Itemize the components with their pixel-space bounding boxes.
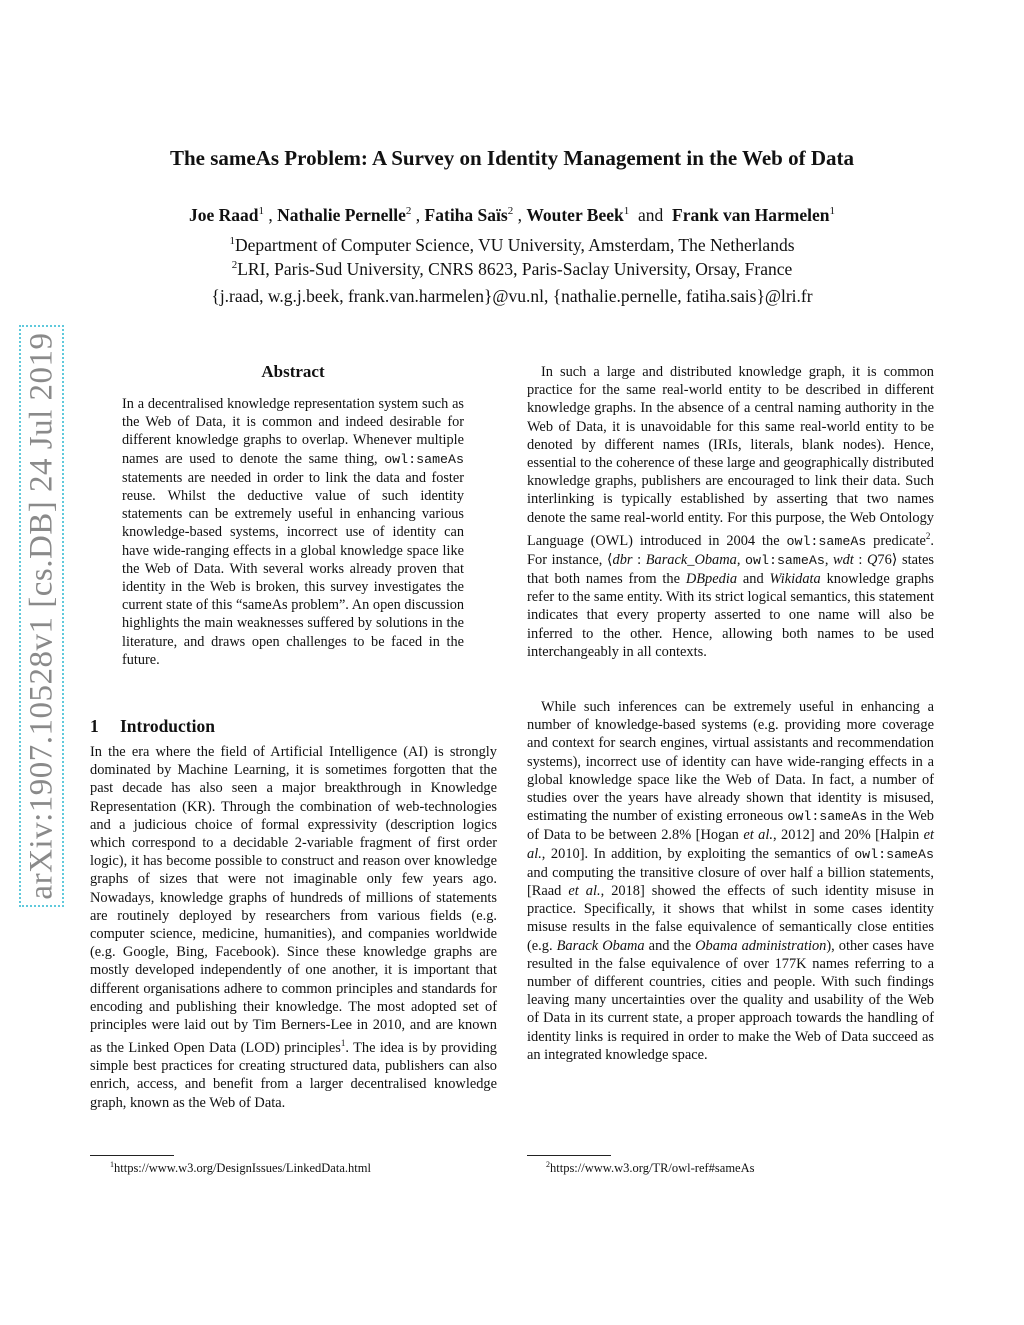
inline-code: owl:sameAs bbox=[384, 451, 464, 467]
author-name: Frank van Harmelen bbox=[672, 205, 830, 225]
footnote-url: https://www.w3.org/DesignIssues/LinkedData.html bbox=[114, 1161, 371, 1176]
emphasis: Barack Obama bbox=[556, 937, 645, 954]
math-term: wdt bbox=[833, 551, 854, 568]
text-run: , 2012] and 20% [Halpin bbox=[772, 827, 924, 844]
section-title: Introduction bbox=[120, 716, 215, 736]
intro-paragraph-2 bbox=[527, 363, 934, 661]
arxiv-stamp bbox=[19, 325, 64, 907]
intro-paragraph-1 bbox=[90, 743, 497, 1112]
footnote-mark: 1 bbox=[110, 1160, 114, 1169]
footnote-mark: 2 bbox=[925, 530, 931, 541]
author-name: Nathalie Pernelle bbox=[277, 205, 406, 225]
math-term: Q bbox=[867, 551, 878, 568]
arxiv-identifier: arXiv:1907.10528v1 [cs.DB] 24 Jul 2019 bbox=[23, 332, 59, 900]
emphasis: DBpedia bbox=[685, 571, 738, 588]
abstract-heading: Abstract bbox=[261, 362, 325, 381]
text-run: : bbox=[853, 551, 867, 568]
author-name: Joe Raad bbox=[189, 205, 259, 225]
text-run: predicate bbox=[866, 532, 926, 549]
text-run: , bbox=[736, 551, 746, 568]
text-run: . The idea is by providing simple best practices for creating structured data, publishers can also enrich, access, and benefit from a larger decentralised knowledge graph, known as the Web of Data. bbox=[90, 1040, 497, 1111]
author-affiliation-mark: 1 bbox=[258, 205, 265, 218]
text-run: statements are needed in order to link the data and foster reuse. Whilst the deductive value of such identity statements can be extremely useful in enhancing various knowledge-based systems, incorrect use of identity can have wide-ranging effects in a global knowledge space like the Web of Data. With several works already proven that identity in the Web is broken, this survey investigates the current state of this “sameAs problem”. An open discussion highlights the main weaknesses suffered by solutions in the literature, and draws open challenges to be faced in the future. bbox=[122, 469, 464, 668]
text-run: . For instance, ⟨ bbox=[527, 532, 935, 568]
author-name: Wouter Beek bbox=[526, 205, 624, 225]
text-run: states that both names from the bbox=[527, 551, 934, 588]
footnote-url: https://www.w3.org/TR/owl-ref#sameAs bbox=[550, 1161, 755, 1176]
math-term: Barack_Obama bbox=[645, 551, 737, 568]
math-term: dbr bbox=[612, 551, 633, 568]
text-run: In such a large and distributed knowledge graph, it is common practice for the same real-world entity to be described in different knowledge graphs. In the absence of a central naming authority in the Web of Data, it is unavoidable for this same real-world entity to be denoted by different names (IRIs, literals, blank nodes). Hence, essential to the coherence of these large and geographically distributed knowledge graphs, publishers are encouraged to link their data. Such interlinking is typically established by asserting that two names denote the same real-world entity. For this purpose, the Web Ontology Language (OWL) introduced in 2004 the bbox=[527, 364, 934, 549]
author-separator: , bbox=[513, 205, 527, 225]
author-affiliation-mark: 1 bbox=[623, 205, 630, 218]
author-affiliation-mark: 2 bbox=[507, 205, 514, 218]
emphasis: et al. bbox=[743, 827, 773, 844]
inline-code: owl:sameAs bbox=[854, 846, 934, 862]
footnote-rule bbox=[527, 1155, 611, 1156]
emphasis: et al. bbox=[527, 827, 934, 862]
text-run: , bbox=[824, 551, 834, 568]
section-number: 1 bbox=[90, 716, 99, 736]
intro-paragraph-3 bbox=[527, 698, 934, 1064]
author-emails: {j.raad, w.g.j.beek, frank.van.harmelen}@vu.nl, {nathalie.pernelle, fatiha.sais}@lri.fr bbox=[211, 286, 813, 306]
author-separator: and bbox=[629, 205, 668, 225]
affiliation-2 bbox=[0, 259, 1024, 280]
text-run: In a decentralised knowledge representation system such as the Web of Data, it is common and indeed desirable for different knowledge graphs to overlap. Whenever multiple names are used to denote the same thing, bbox=[122, 396, 464, 467]
section-heading bbox=[90, 716, 215, 737]
text-run: and the bbox=[644, 937, 696, 954]
affiliation-text: LRI, Paris-Sud University, CNRS 8623, Paris-Saclay University, Orsay, France bbox=[237, 259, 793, 279]
inline-code: owl:sameAs bbox=[787, 809, 868, 825]
text-run: and bbox=[737, 571, 770, 588]
author-name: Fatiha Saïs bbox=[424, 205, 508, 225]
text-run: : bbox=[632, 551, 646, 568]
text-run: , 2010]. In addition, by exploiting the semantics of bbox=[541, 845, 855, 862]
text-run: in the Web of Data to be between 2.8% [Hogan bbox=[527, 808, 934, 844]
author-affiliation-mark: 2 bbox=[405, 205, 412, 218]
affiliation-mark: 2 bbox=[231, 259, 238, 272]
footnote-2 bbox=[546, 1160, 755, 1176]
text-run: knowledge graphs refer to the same entity. With its strict logical semantics, this statement indicates that every property asserted to one name will also be inferred to the other. Hence, allowing both names to be used interchangeably in all contexts. bbox=[527, 571, 934, 660]
abstract-paragraph bbox=[122, 395, 464, 669]
emphasis: Wikidata bbox=[769, 571, 821, 588]
emphasis: Obama administration bbox=[695, 937, 827, 954]
footnote-1 bbox=[110, 1160, 371, 1176]
text-run: and computing the transitive closure of over half a billion statements, [Raad bbox=[527, 864, 934, 900]
text-run: , 2018] showed the effects of such identity misuse in practice. Specifically, it shows that whilst in some cases identity misuse results in the false equivalence of semantically close entities (e.g. bbox=[527, 883, 934, 954]
footnote-mark: 2 bbox=[546, 1160, 550, 1169]
inline-code: owl:sameAs bbox=[786, 533, 867, 549]
text-run: In the era where the field of Artificial Intelligence (AI) is strongly dominated by Machine Learning, it is sometimes forgotten that the past decade has also seen a major breakthrough in Knowledge Representation (KR). Through the combination of web-technologies and a judicious choice of formal expressivity (description logics which correspond to a decidable 2-variable fragment of first order logic), it has become possible to construct and reason over knowledge graphs of sizes that were not imaginable only few years ago. Nowadays, knowledge graphs of hundreds of millions of statements are routinely deployed by researchers from various fields (e.g. computer science, medicine, humanities), and companies worldwide (e.g. Google, Bing, Facebook). Since these knowledge graphs are mostly developed independently of one another, it is important that different organisations adhere to common principles and standards for encoding and publishing their knowledge. The most adopted set of principles were laid out by Tim Berners-Lee in 2010, and are known as the Linked Open Data (LOD) principles bbox=[90, 744, 497, 1057]
author-affiliation-mark: 1 bbox=[829, 205, 835, 218]
footnote-rule bbox=[90, 1155, 174, 1156]
text-run: ), other cases have resulted in the false equivalence of over 177K names referring to a number of different countries, cities and people. With such findings leaving many uncertainties over the quality and usability of the Web of Data in its current state, a proper approach towards the handling of identity links is required in order to make the Web of Data succeed as an integrated knowledge space. bbox=[527, 937, 934, 1063]
footnote-mark: 1 bbox=[340, 1038, 346, 1049]
text-run: ⟩ bbox=[891, 551, 898, 568]
paper-title: The sameAs Problem: A Survey on Identity Management in the Web of Data bbox=[169, 146, 855, 170]
author-list bbox=[0, 205, 1024, 226]
emphasis: et al. bbox=[568, 883, 601, 900]
text-run: While such inferences can be extremely useful in enhancing a number of knowledge-based systems (e.g. providing more coverage and context for search engines, virtual assistants and recommendation systems), incorrect use of identity can have wide-ranging effects in a global knowledge space like the Web of Data. In fact, a number of studies over the years have already shown that identity is misused, estimating the number of existing erroneous bbox=[527, 699, 934, 825]
text-run: 76 bbox=[877, 551, 892, 568]
affiliation-mark: 1 bbox=[229, 235, 235, 248]
inline-code: owl:sameAs bbox=[745, 552, 825, 568]
abstract-text bbox=[122, 395, 464, 669]
affiliation-1 bbox=[0, 235, 1024, 256]
author-separator: , bbox=[411, 205, 425, 225]
affiliation-text: Department of Computer Science, VU University, Amsterdam, The Netherlands bbox=[234, 235, 795, 255]
author-separator: , bbox=[264, 205, 278, 225]
